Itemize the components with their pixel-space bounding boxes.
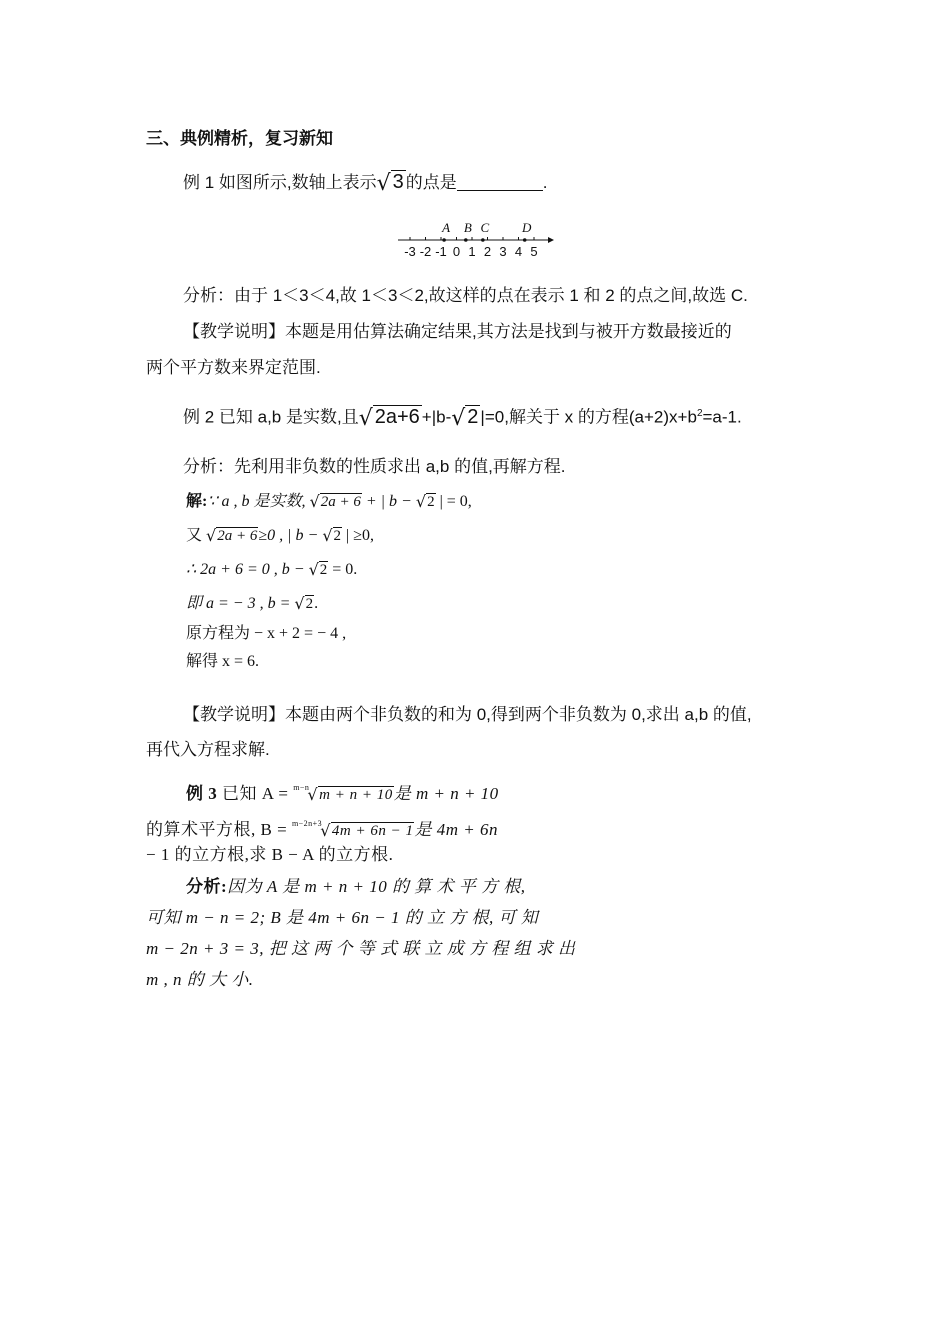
number-line-tick-label: 5: [530, 244, 538, 259]
answer-blank: [457, 172, 543, 191]
number-line-point-c: [481, 238, 485, 242]
example-1-text: 例 1 如图所示,数轴上表示: [183, 173, 377, 192]
number-line-figure: [396, 216, 558, 262]
solution-step-4: 即 a = − 3 , b = √2.: [186, 594, 319, 613]
number-line-point-label-b: B: [463, 220, 472, 235]
sqrt-2a-plus-6: √ 2a+6: [358, 405, 420, 431]
solution-step-1: 解:∵ a , b 是实数, √2a + 6 + | b − √2 | = 0,: [186, 492, 472, 511]
number-line-point-a: [442, 238, 446, 242]
example-3-analysis-3: m − 2n + 3 = 3, 把 这 两 个 等 式 联 立 成 方 程 组 求 出: [146, 939, 576, 958]
solution-step-5: 原方程为 − x + 2 = − 4 ,: [186, 625, 347, 642]
number-line-point-label-d: D: [522, 220, 532, 235]
solution-step-3: ∴ 2a + 6 = 0 , b − √2 = 0.: [186, 560, 358, 579]
number-line-tick-label: -1: [435, 244, 447, 259]
example-2-analysis: 分析：先利用非负数的性质求出 a,b 的值,再解方程.: [183, 457, 566, 476]
sqrt-2: √ 2: [451, 405, 479, 431]
number-line-tick-label: -2: [419, 244, 432, 259]
number-line-point-label-a: A: [442, 220, 451, 235]
example-1-analysis: 分析：由于 1＜3＜4,故 1＜3＜2,故这样的点在表示 1 和 2 的点之间,故选 C.: [183, 286, 748, 305]
example-1-question: 例 1 如图所示,数轴上表示√ 3 的点是 .: [183, 171, 548, 196]
number-line-tick-label: 2: [483, 244, 492, 259]
example-3-line-2: 的算术平方根, B = $^{m-2n+3}$√4m + 6n − 1是 4m + 6n: [146, 819, 498, 840]
example-1-note-line-2: 两个平方数来界定范围.: [146, 358, 321, 377]
number-line-tick-label: 4: [514, 244, 523, 259]
section-title: 三、典例精析，复习新知: [146, 129, 333, 148]
number-line-arrow: [548, 237, 554, 243]
number-line-point-d: [523, 238, 527, 242]
example-3-analysis-4: m , n 的 大 小.: [146, 970, 254, 989]
number-line-tick-label: -3: [404, 244, 416, 259]
example-3-line-3: − 1 的立方根,求 B − A 的立方根.: [146, 845, 394, 864]
number-line-tick-label: 0: [452, 244, 461, 259]
number-line-point-label-c: C: [480, 220, 490, 235]
number-line-tick-label: 3: [499, 244, 507, 259]
example-3-line-1: 例 3 已知 A = $^{m-n}$√m + n + 10是 m + n + 10: [186, 783, 499, 804]
example-2-note-line-1: 【教学说明】本题由两个非负数的和为 0,得到两个非负数为 0,求出 a,b 的值,: [183, 705, 752, 724]
example-1-text-2: 的点是: [405, 173, 457, 192]
example-3-analysis-1: 分析:因为 A 是 m + n + 10 的 算 术 平 方 根,: [186, 877, 526, 896]
solution-step-2: 又 √2a + 6≥0 , | b − √2 | ≥0,: [186, 526, 375, 545]
solution-step-6: 解得 x = 6.: [186, 653, 260, 670]
example-1-note-line-1: 【教学说明】本题是用估算法确定结果,其方法是找到与被开方数最接近的: [183, 322, 732, 341]
sqrt-3: √ 3: [376, 171, 404, 196]
example-3-analysis-2: 可知 m − n = 2; B 是 4m + 6n − 1 的 立 方 根, 可 知: [146, 908, 539, 927]
example-2-note-line-2: 再代入方程求解.: [146, 740, 270, 759]
example-2-question: 例 2 已知 a,b 是实数,且√ 2a+6 +|b-√ 2 |=0,解关于 x 的方程$(a+2)x+b^2=a-1$.: [183, 405, 742, 431]
number-line-tick-label: 1: [468, 244, 476, 259]
number-line-point-b: [464, 238, 468, 242]
